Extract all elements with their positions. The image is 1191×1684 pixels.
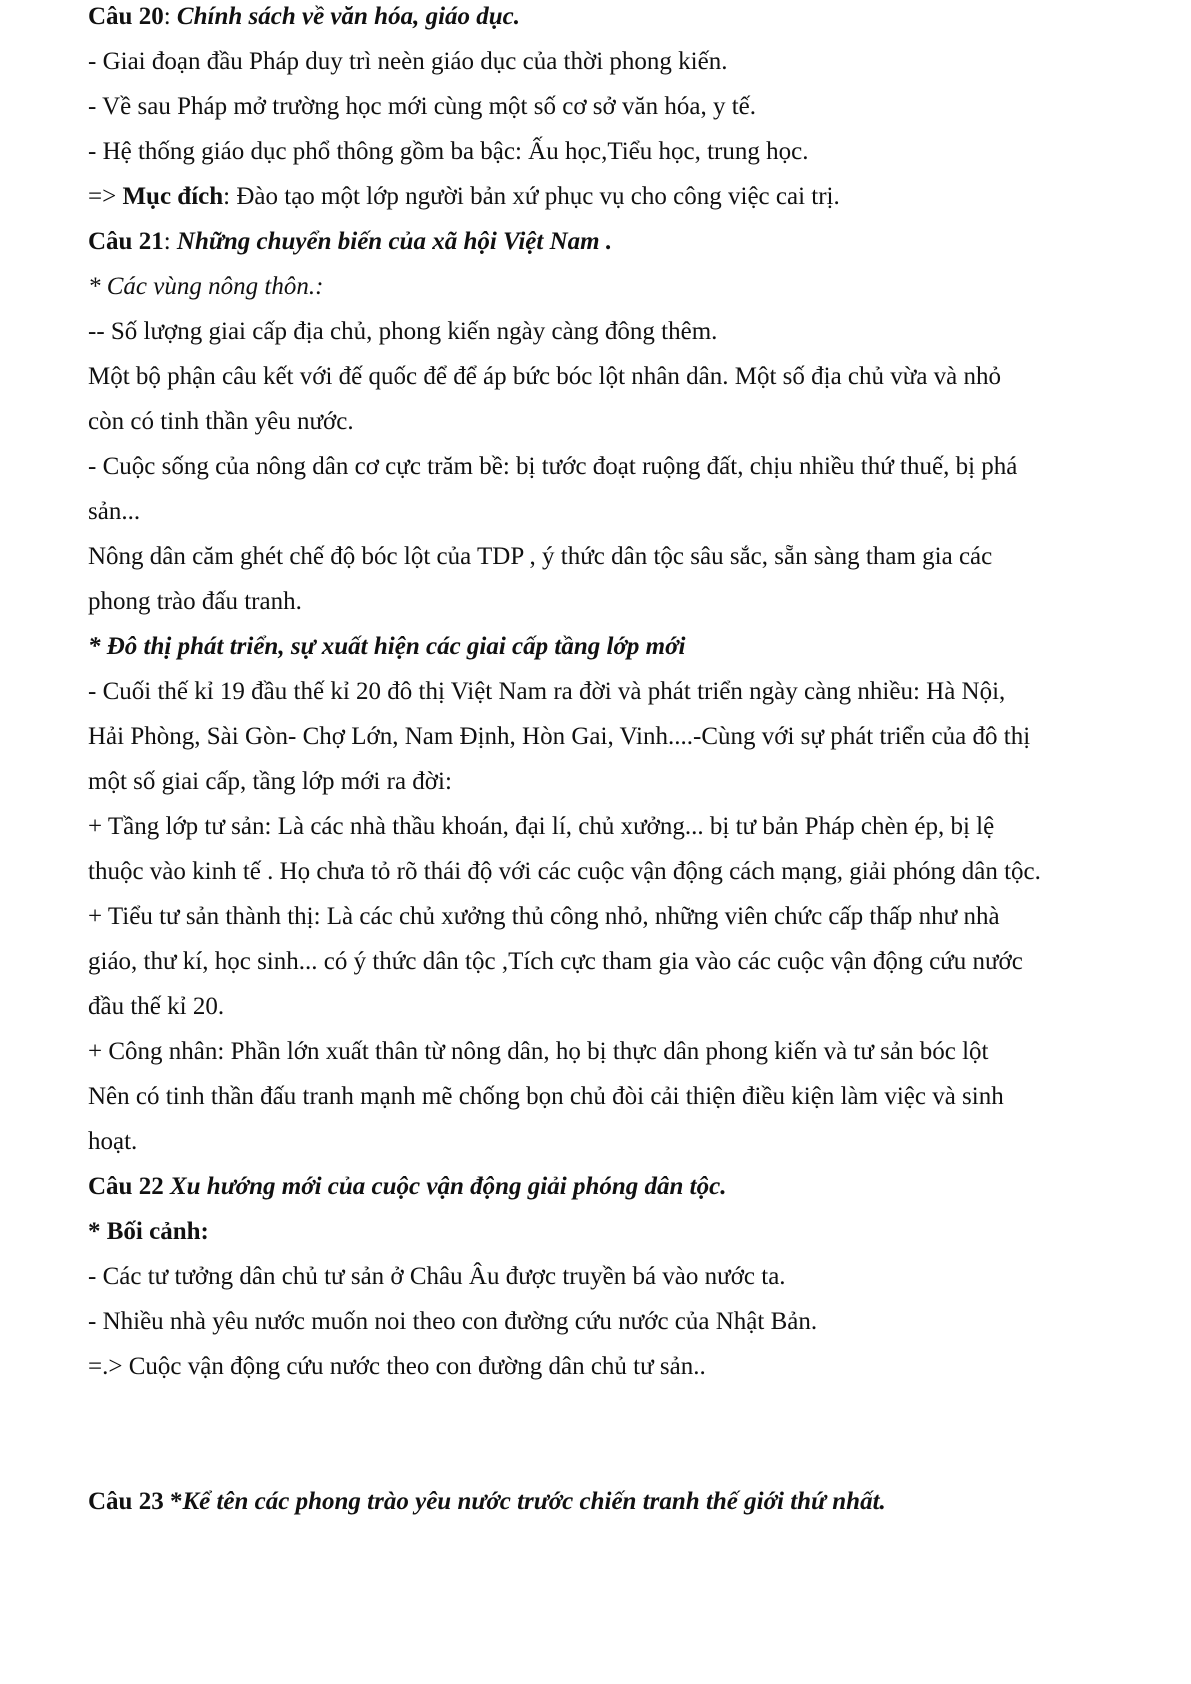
- c21-urban-line-9: + Công nhân: Phần lớn xuất thân từ nông dân, họ bị thực dân phong kiến và tư sản bóc lột: [88, 1038, 989, 1065]
- c21-urban-line-4: + Tầng lớp tư sản: Là các nhà thầu khoán, đại lí, chủ xưởng... bị tư bản Pháp chèn ép, bị lệ: [88, 813, 995, 840]
- c20-title: Chính sách về văn hóa, giáo dục.: [176, 3, 521, 30]
- c21-urban-line-7: giáo, thư kí, học sinh... có ý thức dân tộc ,Tích cực tham gia vào các cuộc vận động cứu nước: [88, 948, 1023, 975]
- c21-rural-heading: * Các vùng nông thôn.:: [88, 273, 324, 300]
- c22-line-3: =.> Cuộc vận động cứu nước theo con đường dân chủ tư sản..: [88, 1353, 706, 1380]
- c22-line-1: - Các tư tưởng dân chủ tư sản ở Châu Âu được truyền bá vào nước ta.: [88, 1263, 786, 1290]
- c20-purpose-label: Mục đích: [122, 183, 224, 210]
- c20-heading: [88, 2, 1151, 32]
- c23-label: Câu 23 *: [88, 1488, 183, 1515]
- c21-rural-line-5: sản...: [88, 498, 141, 525]
- c20-purpose-text: : Đào tạo một lớp người bản xứ phục vụ cho công việc cai trị.: [223, 183, 840, 210]
- c21-urban-line-5: thuộc vào kinh tế . Họ chưa tỏ rõ thái độ với các cuộc vận động cách mạng, giải phóng dân tộc.: [88, 858, 1041, 885]
- c23-title: Kể tên các phong trào yêu nước trước chiến tranh thế giới thứ nhất.: [182, 1488, 886, 1515]
- c21-urban-line-1: - Cuối thế kỉ 19 đầu thế kỉ 20 đô thị Việt Nam ra đời và phát triển ngày càng nhiều: Hà Nội,: [88, 678, 1006, 705]
- c21-rural-line-2: Một bộ phận câu kết với đế quốc để để áp bức bóc lột nhân dân. Một số địa chủ vừa và nhỏ: [88, 363, 1002, 390]
- c20-purpose-prefix: =>: [88, 183, 123, 210]
- c22-heading: [88, 1172, 1151, 1202]
- c20-purpose: [88, 182, 1151, 212]
- c21-urban-line-2: Hải Phòng, Sài Gòn- Chợ Lớn, Nam Định, Hòn Gai, Vinh....-Cùng với sự phát triển của đô thị: [88, 723, 1031, 750]
- c21-rural-line-7: phong trào đấu tranh.: [88, 588, 302, 615]
- c22-title: Xu hướng mới của cuộc vận động giải phóng dân tộc.: [169, 1173, 727, 1200]
- c20-line-3: - Hệ thống giáo dục phổ thông gồm ba bậc: Ấu học,Tiểu học, trung học.: [88, 138, 809, 165]
- c21-rural-line-4: - Cuộc sống của nông dân cơ cực trăm bề: bị tước đoạt ruộng đất, chịu nhiều thứ thuế, bị phá: [88, 453, 1018, 480]
- c21-urban-heading: * Đô thị phát triển, sự xuất hiện các giai cấp tầng lớp mới: [88, 633, 686, 660]
- c20-label: Câu 20: [88, 3, 164, 30]
- c21-rural-line-3: còn có tinh thần yêu nước.: [88, 408, 354, 435]
- c21-urban-line-3: một số giai cấp, tầng lớp mới ra đời:: [88, 768, 452, 795]
- c21-heading: [88, 227, 1151, 257]
- c21-urban-line-6: + Tiểu tư sản thành thị: Là các chủ xưởng thủ công nhỏ, những viên chức cấp thấp như nhà: [88, 903, 1000, 930]
- c21-sep: :: [163, 228, 177, 255]
- c21-urban-line-10: Nên có tinh thần đấu tranh mạnh mẽ chống bọn chủ đòi cải thiện điều kiện làm việc và sinh: [88, 1083, 1004, 1110]
- c21-label: Câu 21: [88, 228, 164, 255]
- c21-urban-line-11: hoạt.: [88, 1128, 138, 1155]
- c21-title: Những chuyển biến của xã hội Việt Nam .: [176, 228, 613, 255]
- c20-sep: :: [163, 3, 177, 30]
- c22-line-2: - Nhiều nhà yêu nước muốn noi theo con đường cứu nước của Nhật Bản.: [88, 1308, 818, 1335]
- c22-context-heading: * Bối cảnh:: [88, 1218, 209, 1245]
- c21-urban-line-8: đầu thế kỉ 20.: [88, 993, 225, 1020]
- c21-rural-line-6: Nông dân căm ghét chế độ bóc lột của TDP , ý thức dân tộc sâu sắc, sẵn sàng tham gia các: [88, 543, 993, 570]
- c23-heading: [88, 1487, 1151, 1517]
- c20-line-2: - Về sau Pháp mở trường học mới cùng một số cơ sở văn hóa, y tế.: [88, 93, 756, 120]
- c22-label: Câu 22: [88, 1173, 164, 1200]
- c20-line-1: - Giai đoạn đầu Pháp duy trì neèn giáo dục của thời phong kiến.: [88, 48, 728, 75]
- c21-rural-line-1: -- Số lượng giai cấp địa chủ, phong kiến ngày càng đông thêm.: [88, 318, 718, 345]
